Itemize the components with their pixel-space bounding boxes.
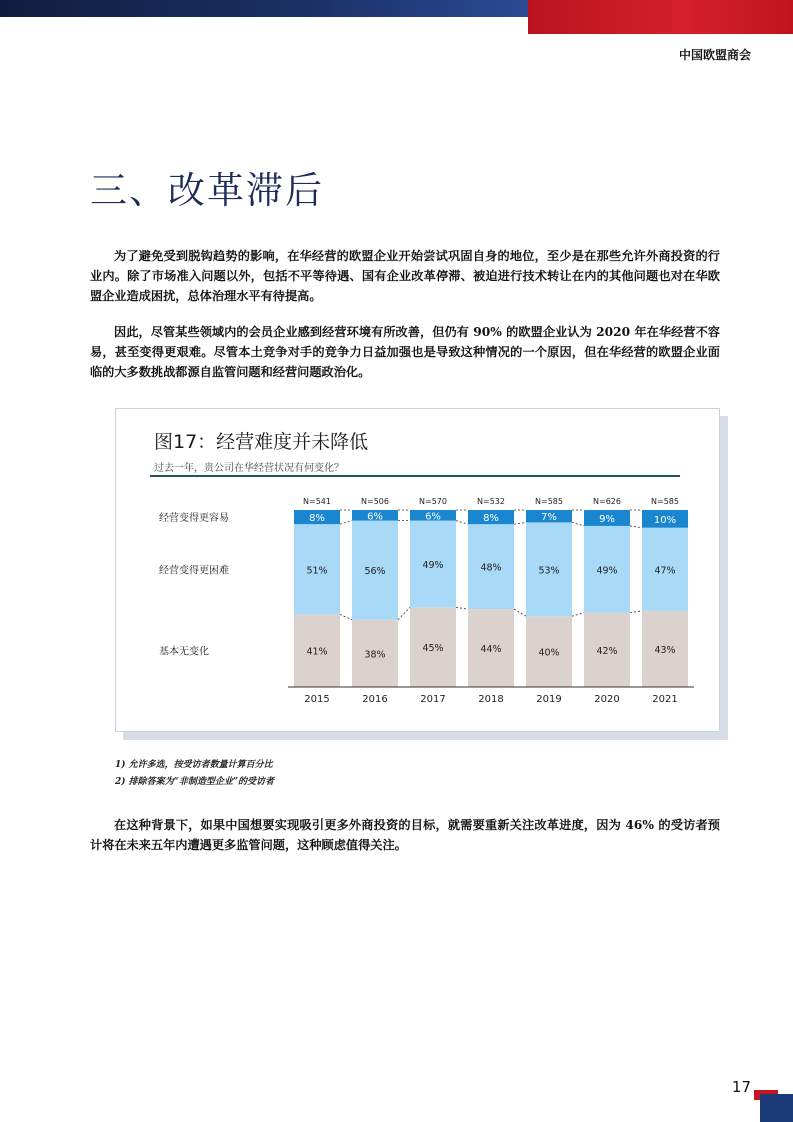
legend-label-harder: 经营变得更困难 — [159, 565, 229, 577]
stacked-bar-chart — [116, 409, 719, 731]
data-label: 6% — [425, 511, 441, 523]
data-label: 8% — [309, 513, 325, 525]
n-label: N=585 — [535, 497, 563, 506]
x-tick-label: 2016 — [362, 694, 388, 705]
figure-title: 图17：经营难度并未降低 — [154, 431, 369, 453]
n-label: N=506 — [361, 497, 389, 506]
data-label: 41% — [306, 646, 328, 658]
x-tick-label: 2018 — [478, 694, 504, 705]
paragraph-1: 为了避免受到脱钩趋势的影响，在华经营的欧盟企业开始尝试巩固自身的地位，至少是在那些允许外商投资的行业内。除了市场准入问题以外，包括不平等待遇、国有企业改革停滞、被迫进行技术转让在内的其他问题也对在华欧盟企业造成困扰，总体治理水平有待提高。 — [90, 249, 720, 303]
paragraph-3: 在这种背景下，如果中国想要实现吸引更多外商投资的目标，就需要重新关注改革进度，因为 46% 的受访者预计将在未来五年内遭遇更多监管问题，这种顾虑值得关注。 — [90, 818, 720, 852]
segment-connector — [514, 609, 526, 616]
segment-connector — [456, 521, 468, 525]
x-tick-label: 2017 — [420, 694, 446, 705]
data-label: 53% — [538, 565, 560, 577]
segment-connector — [514, 522, 526, 524]
data-label: 56% — [364, 566, 386, 578]
footnote-2: 2) 排除答案为“非制造型企业”的受访者 — [115, 777, 275, 787]
data-label: 43% — [654, 644, 676, 656]
data-label: 45% — [422, 643, 444, 655]
segment-connector — [398, 607, 410, 619]
data-label: 47% — [654, 565, 676, 577]
header-bar-blue — [0, 0, 530, 17]
corner-mark-blue — [760, 1094, 793, 1122]
segment-connector — [340, 614, 352, 619]
data-label: 40% — [538, 647, 560, 659]
x-tick-label: 2019 — [536, 694, 562, 705]
segment-connector — [572, 522, 584, 526]
data-label: 42% — [596, 645, 618, 657]
segment-connector — [630, 526, 642, 528]
x-tick-label: 2021 — [652, 694, 678, 705]
figure-card — [115, 408, 720, 732]
data-label: 7% — [541, 512, 557, 524]
data-label: 9% — [599, 513, 615, 525]
legend-label-no-change: 基本无变化 — [159, 646, 209, 658]
header-bar-red — [528, 0, 793, 34]
x-tick-label: 2015 — [304, 694, 330, 705]
data-label: 49% — [422, 559, 444, 571]
data-label: 51% — [306, 565, 328, 577]
data-label: 8% — [483, 513, 499, 525]
page-number: 17 — [731, 1078, 751, 1096]
x-tick-label: 2020 — [594, 694, 620, 705]
data-label: 38% — [364, 649, 386, 661]
figure-subtitle: 过去一年，贵公司在华经营状况有何变化？ — [154, 463, 344, 474]
segment-connector — [456, 607, 468, 609]
data-label: 10% — [653, 514, 677, 526]
segment-connector — [630, 611, 642, 613]
data-label: 44% — [480, 644, 502, 656]
n-label: N=626 — [593, 497, 621, 506]
paragraph-2: 因此，尽管某些领域内的会员企业感到经营环境有所改善，但仍有 90% 的欧盟企业认为 2020 年在华经营不容易，甚至变得更艰难。尽管本土竞争对手的竞争力日益加强也是导致这种情况的一个原因，但在华经营的欧盟企业面临的大多数挑战都源自监管问题和经营问题政治化。 — [90, 325, 720, 379]
data-label: 48% — [480, 562, 502, 574]
footnote-1: 1) 允许多选，按受访者数量计算百分比 — [115, 760, 273, 770]
data-label: 6% — [367, 511, 383, 523]
segment-connector — [340, 521, 352, 525]
data-label: 49% — [596, 565, 618, 577]
section-title: 三、改革滞后 — [90, 169, 324, 212]
n-label: N=541 — [303, 497, 331, 506]
n-label: N=570 — [419, 497, 447, 506]
segment-connector — [572, 613, 584, 617]
legend-label-easier: 经营变得更容易 — [159, 513, 229, 525]
org-name: 中国欧盟商会 — [678, 48, 751, 62]
n-label: N=532 — [477, 497, 505, 506]
n-label: N=585 — [651, 497, 679, 506]
